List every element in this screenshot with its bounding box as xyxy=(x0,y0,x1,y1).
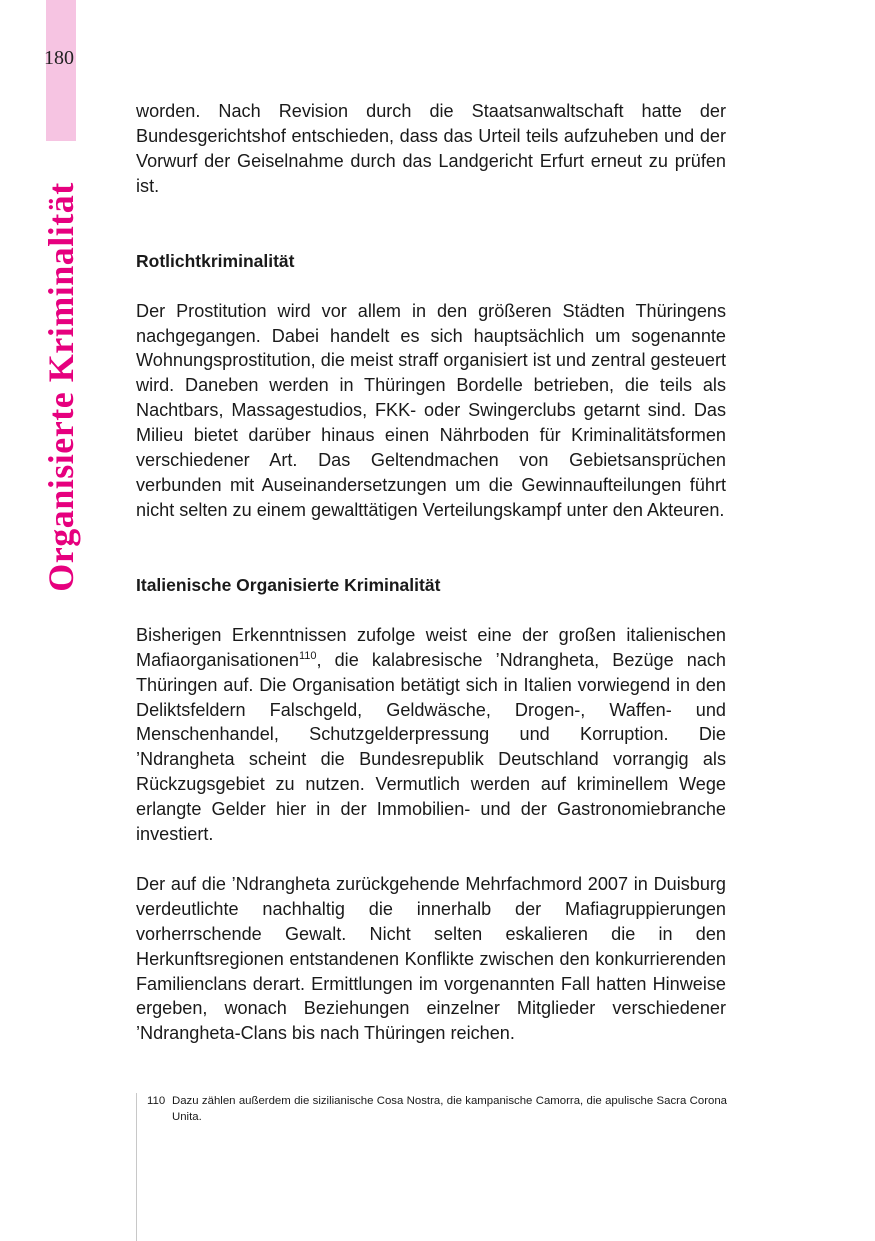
footnote xyxy=(147,1093,727,1125)
main-content xyxy=(136,99,726,1046)
section-heading-rotlicht: Rotlichtkriminalität xyxy=(136,250,295,271)
section-paragraph-ndrangheta xyxy=(136,623,726,847)
paragraph-text-end: , die kalabresische ’Ndrangheta, Bezüge nach Thüringen auf. Die Organisation betätigt sich in Italien vorwiegend in den Deliktsfeldern Falschgeld, Geldwäsche, Drogen-, Waffen- und Menschenhandel, Schutzgelderpressung und Korruption. Die ’Ndrangheta scheint die Bundesrepublik Deutschland vorrangig als Rückzugsgebiet zu nutzen. Vermutlich werden auf kriminellem Wege erlangte Gelder hier in der Immobilien- und der Gastronomiebranche investiert. xyxy=(136,649,726,845)
section-paragraph-rotlicht: Der Prostitution wird vor allem in den größeren Städten Thüringens nachgegangen. Dabei handelt es sich hauptsächlich um sogenannte Wohnungsprostitution, die meist straff organisiert ist und zentral gesteuert wird. Daneben werden in Thüringen Bordelle betrieben, die teils als Nachtbars, Massagestudios, FKK- oder Swingerclubs getarnt sind. Das Milieu bietet darüber hinaus einen Nährboden für Kriminalitätsformen verschiedener Art. Das Geltendmachen von Gebietsansprüchen verbunden mit Auseinandersetzungen um die Gewinnaufteilungen führt nicht selten zu einem gewalttätigen Verteilungskampf unter den Akteuren. xyxy=(136,300,726,520)
footnote-reference[interactable]: 110 xyxy=(298,649,317,662)
footnote-rule xyxy=(136,1093,137,1241)
footnote-text: Dazu zählen außerdem die sizilianische Cosa Nostra, die kampanische Camorra, die apulische Sacra Corona Unita. xyxy=(172,1095,727,1123)
paragraph-text-start: Bisherigen Erkenntnissen zufolge weist eine der großen italienischen Mafiaorganisationen xyxy=(136,624,726,670)
page-number: 180 xyxy=(44,47,74,69)
section-paragraph-duisburg: Der auf die ’Ndrangheta zurückgehende Mehrfachmord 2007 in Duisburg verdeutlichte nachhaltig die innerhalb der Mafiagruppierungen vorherrschende Gewalt. Nicht selten eskalieren die in den Herkunftsregionen entstandenen Konflikte zwischen den konkurrierenden Familienclans derart. Ermittlungen im vorgenannten Fall hatten Hinweise ergeben, wonach Beziehungen einzelner Mitglieder verschiedener ’Ndrangheta-Clans bis nach Thüringen reichen. xyxy=(136,873,726,1044)
chapter-side-bar xyxy=(46,0,76,141)
section-heading-italienische-ok: Italienische Organisierte Kriminalität xyxy=(136,574,441,595)
chapter-title: Organisierte Kriminalität xyxy=(41,182,81,592)
intro-paragraph: worden. Nach Revision durch die Staatsanwaltschaft hatte der Bundesgerichtshof entschieden, dass das Urteil teils aufzuheben und der Vorwurf der Geiselnahme durch das Landgericht Erfurt erneut zu prüfen ist. xyxy=(136,101,726,196)
footnote-number: 110 xyxy=(147,1095,166,1107)
